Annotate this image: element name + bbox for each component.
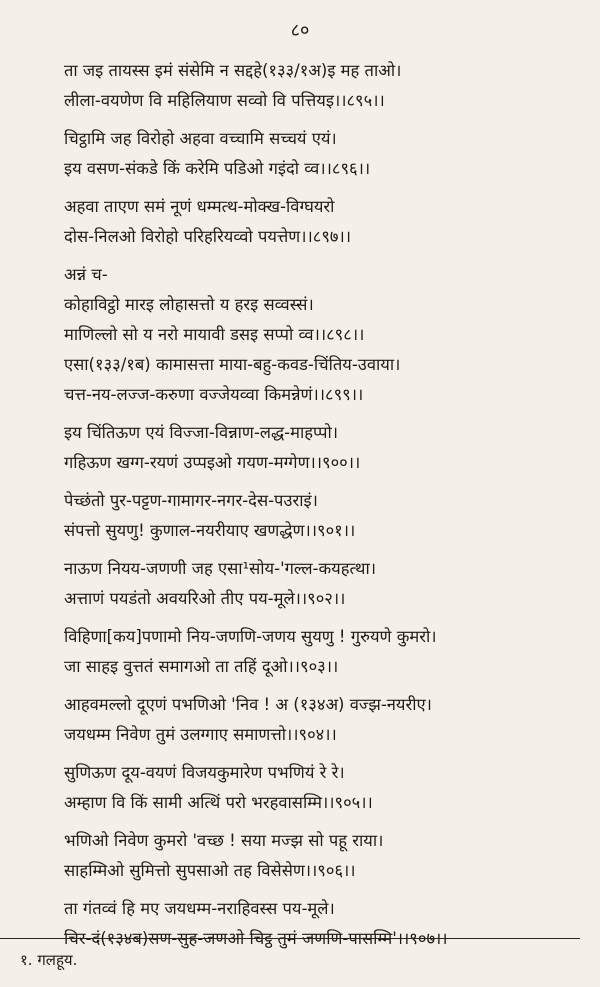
stanza-gap	[64, 478, 584, 486]
stanza-gap	[64, 116, 584, 124]
stanza-gap	[64, 252, 584, 260]
verse-line: चिर-दं(१३४ब)सण-सुह-जणओ चिट्ठ तुमं जणणि-पासम्मि'।।९०७।।	[64, 929, 448, 948]
verse-line: चत्त-नय-लज्ज-करुणा वज्जेयव्वा किमन्नेणं।।८९९।।	[64, 385, 364, 404]
verse-line: विहिणा[कय]पणामो निय-जणणि-जणय सुयणु ! गुरुयणे कुमरो।	[64, 627, 437, 646]
stanza-gap	[64, 614, 584, 622]
page-number: ८०	[290, 20, 310, 41]
verse-line: पेच्छंतो पुर-पट्टण-गामागर-नगर-देस-पउराइं।	[64, 491, 318, 510]
verse-line: इय वसण-संकडे किं करेमि पडिओ गइंदो व्व।।८९६।।	[64, 159, 371, 178]
verse-line: अहवा ताएण समं नूणं धम्मत्थ-मोक्ख-विग्घयरो	[64, 197, 335, 216]
stanza-gap	[64, 184, 584, 192]
verse-line: लीला-वयणेण वि महिलियाण सव्वो वि पत्तियइ।।८९५।।	[64, 91, 385, 110]
verse-line: दोस-निलओ विरोहो परिहरियव्वो पयत्तेण।।८९७।।	[64, 227, 351, 246]
verse-line: गहिऊण खग्ग-रयणं उप्पइओ गयण-मग्गेण।।९००।।	[64, 453, 361, 472]
stanza-gap	[64, 410, 584, 418]
verse-line: संपत्तो सुयणु! कुणाल-नयरीयाए खणद्धेण।।९०१।।	[64, 521, 356, 540]
footnote: १. गलहूय.	[20, 951, 78, 969]
stanza-gap	[64, 682, 584, 690]
verse-line: जयधम्म निवेण तुमं उलग्गाए समाणत्तो।।९०४।।	[64, 725, 337, 744]
verse-body	[64, 56, 584, 954]
verse-line: चिट्ठामि जह विरोहो अहवा वच्चामि सच्चयं एयं।	[64, 129, 337, 148]
verse-line: नाऊण नियय-जणणी जह एसा¹सोय-'गल्ल-कयहत्था।	[64, 559, 376, 578]
verse-line: माणिल्लो सो य नरो मायावी डसइ सप्पो व्व।।८९८।।	[64, 325, 365, 344]
verse-line: इय चिंतिऊण एयं विज्जा-विन्नाण-लद्ध-माहप्पो।	[64, 423, 338, 442]
footnote-rule	[0, 938, 580, 939]
verse-line: ता गंतव्वं हि मए जयधम्म-नराहिवस्स पय-मूले।	[64, 899, 335, 918]
verse-line: कोहाविट्ठो मारइ लोहासत्तो य हरइ सव्वस्सं।	[64, 295, 314, 314]
verse-line: ता जइ तायस्स इमं संसेमि न सद्दहे(१३३/१अ)इ मह ताओ।	[64, 61, 402, 80]
verse-line: आहवमल्लो दूएणं पभणिओ 'निव ! अ (१३४अ) वज्झ-नयरीए।	[64, 695, 432, 714]
verse-line: जा साहइ वुत्ततं समागओ ता तहिं दूओ।।९०३।।	[64, 657, 339, 676]
stanza-gap	[64, 886, 584, 894]
verse-line: अत्ताणं पयडंतो अवयरिओ तीए पय-मूले।।९०२।।	[64, 589, 346, 608]
verse-line: भणिओ निवेण कुमरो 'वच्छ ! सया मज्झ सो पहू राया।	[64, 831, 384, 850]
verse-line: एसा(१३३/१ब) कामासत्ता माया-बहु-कवड-चिंतिय-उवाया।	[64, 355, 401, 374]
stanza-gap	[64, 546, 584, 554]
stanza-gap	[64, 750, 584, 758]
stanza-gap	[64, 818, 584, 826]
verse-line: अम्हाण वि किं सामी अत्थिं परो भरहवासम्मि।।९०५।।	[64, 793, 373, 812]
verse-line: सुणिऊण दूय-वयणं विजयकुमारेण पभणियं रे रे।	[64, 763, 345, 782]
verse-line: अन्नं च-	[64, 265, 108, 284]
verse-line: साहम्मिओ सुमित्तो सुपसाओ तह विसेसेण।।९०६।।	[64, 861, 356, 880]
